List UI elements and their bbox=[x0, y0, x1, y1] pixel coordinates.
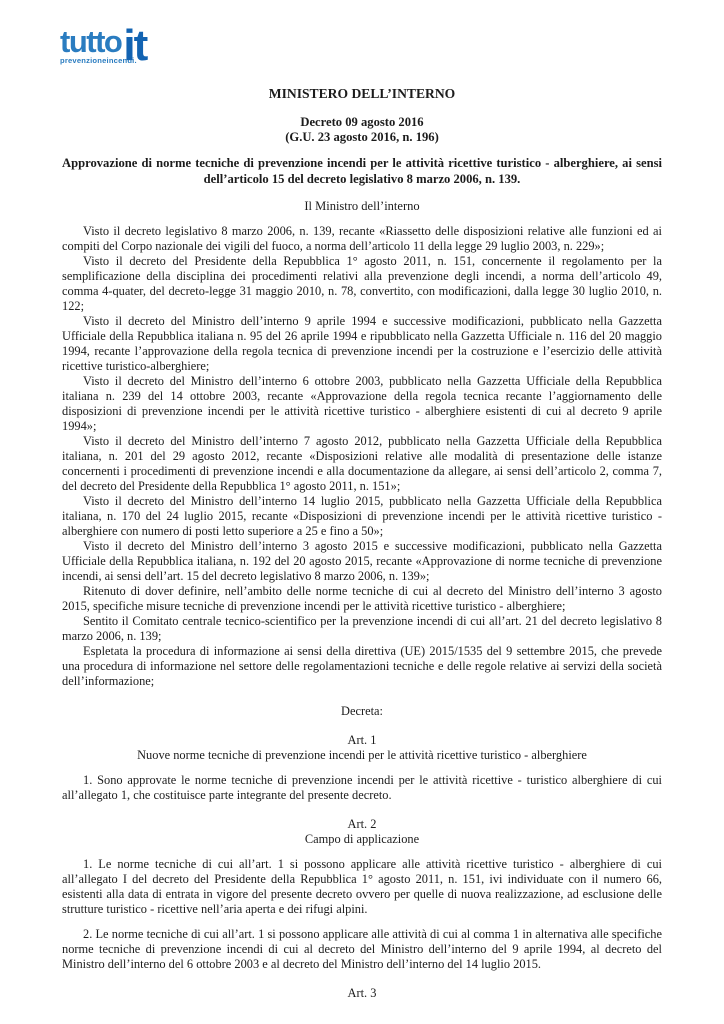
decree-date-line: Decreto 09 agosto 2016 bbox=[300, 115, 424, 129]
article-1 bbox=[62, 733, 662, 803]
preamble-paragraph-9: Sentito il Comitato centrale tecnico-scientifico per la prevenzione incendi di cui all’art. 21 del decreto legislativo 8 marzo 2006, n. 139; bbox=[62, 614, 662, 644]
article-2-paragraph-1: 1. Le norme tecniche di cui all’art. 1 si possono applicare alle attività ricettive turistico - alberghiere di cui all’allegato I del decreto del Presidente della Repubblica 1° agosto 2011, n. 151, ivi individuate con il numero 66, esistenti alla data di entrata in vigore del presente decreto ovvero per quelle di nuova realizzazione, ad esclusione delle strutture turistico - ricettive nell’aria aperta e dei rifugi alpini. bbox=[62, 857, 662, 917]
preamble-paragraph-3: Visto il decreto del Ministro dell’interno 9 aprile 1994 e successive modificazioni, pubblicato nella Gazzetta Ufficiale della Repubblica italiana n. 95 del 26 aprile 1994 e ripubblicato nella Gazzetta Ufficiale n. 116 del 20 maggio 1994, recante l’approvazione della regola tecnica di prevenzione incendi per la costruzione e l’esercizio delle attività ricettive turistico-alberghiere; bbox=[62, 314, 662, 374]
preamble-paragraph-7: Visto il decreto del Ministro dell’interno 3 agosto 2015 e successive modificazioni, pubblicato nella Gazzetta Ufficiale della Repubblica italiana, n. 192 del 20 agosto 2015, recante «Approvazione di norme tecniche di prevenzione incendi, ai sensi dell’art. 15 del decreto legislativo 8 marzo 2006, n. 139»; bbox=[62, 539, 662, 584]
article-3 bbox=[62, 986, 662, 1001]
issuer-line: Il Ministro dell’interno bbox=[304, 198, 420, 213]
article-1-number: Art. 1 bbox=[347, 733, 377, 748]
article-1-paragraph-1: 1. Sono approvate le norme tecniche di prevenzione incendi per le attività ricettive - turistico alberghiere di cui all’allegato 1, che costituisce parte integrante del presente decreto. bbox=[62, 773, 662, 803]
logo-text-it: it bbox=[123, 21, 147, 70]
article-2-number: Art. 2 bbox=[347, 817, 377, 832]
logo-text-tutto: tutto bbox=[60, 24, 122, 60]
tuttoit-logo bbox=[60, 21, 147, 70]
article-2-paragraph-2: 2. Le norme tecniche di cui all’art. 1 si possono applicare alle attività di cui al comma 1 in alternativa alle specifiche norme tecniche di prevenzione incendi di cui al decreto del Ministro dell’interno del 9 aprile 1994, al decreto del Ministro dell’interno del 6 ottobre 2003 e al decreto del Ministro dell’interno del 14 luglio 2015. bbox=[62, 927, 662, 972]
preamble-section bbox=[62, 224, 662, 689]
gazette-reference-line: (G.U. 23 agosto 2016, n. 196) bbox=[285, 130, 439, 145]
decree-subject: Approvazione di norme tecniche di prevenzione incendi per le attività ricettive turistico - alberghiere, ai sensi dell’articolo 15 del decreto legislativo 8 marzo 2006, n. 139. bbox=[62, 156, 662, 186]
decreta-line: Decreta: bbox=[341, 704, 383, 719]
preamble-paragraph-1: Visto il decreto legislativo 8 marzo 2006, n. 139, recante «Riassetto delle disposizioni relative alle funzioni ed ai compiti del Corpo nazionale dei vigili del fuoco, a norma dell’articolo 11 della legge 29 luglio 2003, n. 229»; bbox=[62, 224, 662, 254]
preamble-paragraph-2: Visto il decreto del Presidente della Repubblica 1° agosto 2011, n. 151, concernente il regolamento per la semplificazione della disciplina dei procedimenti relativi alla prevenzione degli incendi, a norma dell’articolo 49, comma 4-quater, del decreto-legge 31 maggio 2010, n. 78, convertito, con modificazioni, dalla legge 30 luglio 2010, n. 122; bbox=[62, 254, 662, 314]
preamble-paragraph-8: Ritenuto di dover definire, nell’ambito delle norme tecniche di cui al decreto del Ministro dell’interno 3 agosto 2015, specifiche misure tecniche di prevenzione incendi per le attività ricettive turistico - alberghiere; bbox=[62, 584, 662, 614]
preamble-paragraph-6: Visto il decreto del Ministro dell’interno 14 luglio 2015, pubblicato nella Gazzetta Ufficiale della Repubblica italiana, n. 170 del 24 luglio 2015, recante «Disposizioni di prevenzione incendi per le attività ricettive turistico - alberghiere con numero di posti letto superiore a 25 e fino a 50»; bbox=[62, 494, 662, 539]
article-1-title: Nuove norme tecniche di prevenzione incendi per le attività ricettive turistico - alberghiere bbox=[137, 748, 587, 763]
preamble-paragraph-5: Visto il decreto del Ministro dell’interno 7 agosto 2012, pubblicato nella Gazzetta Ufficiale della Repubblica italiana, n. 201 del 29 agosto 2012, recante «Disposizioni relative alle modalità di presentazione delle istanze concernenti i procedimenti di prevenzione incendi e alla documentazione da allegare, ai sensi dell’articolo 2, comma 7, del decreto del Presidente della Repubblica 1° agosto 2011, n. 151»; bbox=[62, 434, 662, 494]
preamble-paragraph-10: Espletata la procedura di informazione ai sensi della direttiva (UE) 2015/1535 del 9 settembre 2015, che prevede una procedura di informazione nel settore delle regolamentazioni tecniche e delle regole relative ai servizi della società dell’informazione; bbox=[62, 644, 662, 689]
logo-subtext: prevenzioneincendi. bbox=[60, 56, 137, 66]
preamble-paragraph-4: Visto il decreto del Ministro dell’interno 6 ottobre 2003, pubblicato nella Gazzetta Ufficiale della Repubblica italiana n. 239 del 14 ottobre 2003, recante «Approvazione della regola tecnica recante l’aggiornamento delle disposizioni di prevenzione incendi per le attività ricettive turistico - alberghiere esistenti di cui al decreto 9 aprile 1994»; bbox=[62, 374, 662, 434]
article-2 bbox=[62, 817, 662, 972]
article-3-number: Art. 3 bbox=[347, 986, 377, 1001]
article-2-title: Campo di applicazione bbox=[304, 832, 420, 847]
ministry-title: MINISTERO DELL’INTERNO bbox=[268, 86, 456, 101]
decree-header bbox=[62, 115, 662, 145]
